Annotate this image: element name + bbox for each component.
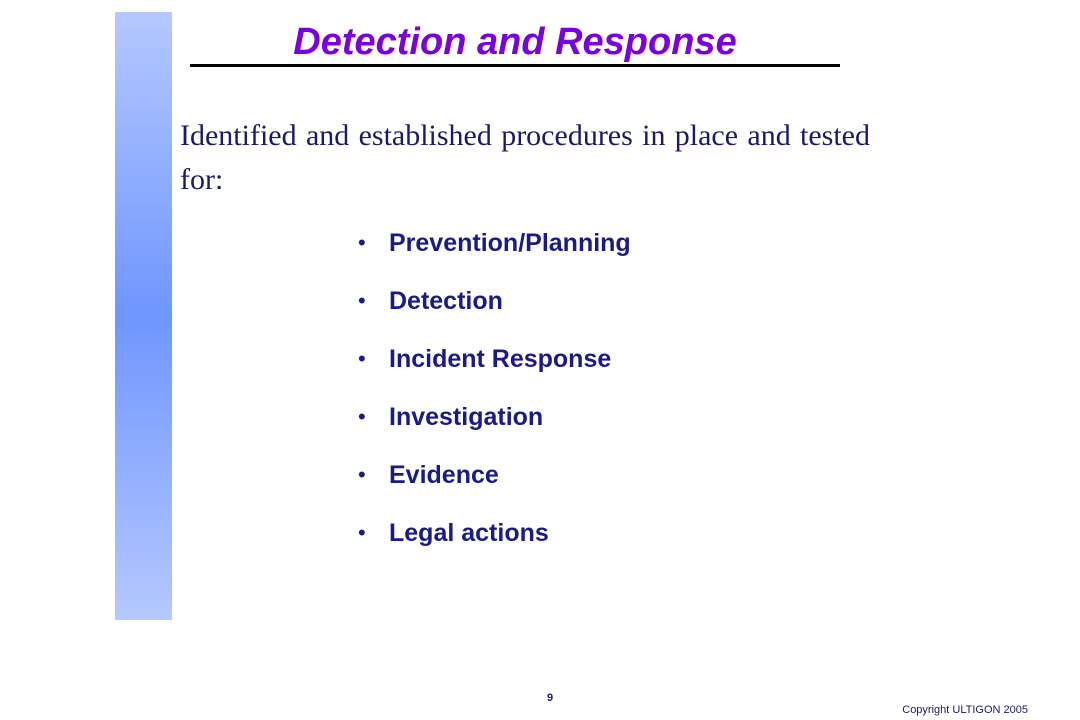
bullet-icon: •: [358, 288, 366, 313]
bullet-icon: •: [358, 520, 366, 545]
list-item: [358, 446, 631, 504]
copyright-notice: Copyright ULTIGON 2005: [902, 704, 1028, 716]
bullet-icon: •: [358, 404, 366, 429]
list-item-label: Detection: [389, 286, 503, 315]
list-item: [358, 388, 631, 446]
slide-title: Detection and Response: [293, 21, 737, 63]
list-item-label: Evidence: [389, 460, 499, 489]
list-item-label: Incident Response: [389, 344, 612, 373]
intro-text: Identified and established procedures in place and tested for:: [180, 119, 870, 196]
bullet-icon: •: [358, 346, 366, 371]
bullet-list: [358, 214, 631, 562]
list-item-label: Legal actions: [389, 518, 549, 547]
list-item-label: Prevention/Planning: [389, 228, 631, 257]
list-item: [358, 272, 631, 330]
list-item: [358, 330, 631, 388]
page-number: 9: [546, 692, 554, 704]
bullet-icon: •: [358, 230, 366, 255]
list-item: [358, 214, 631, 272]
bullet-icon: •: [358, 462, 366, 487]
title-underline: [190, 64, 840, 67]
decorative-side-bar: [115, 12, 172, 620]
list-item-label: Investigation: [389, 402, 544, 431]
list-item: [358, 504, 631, 562]
